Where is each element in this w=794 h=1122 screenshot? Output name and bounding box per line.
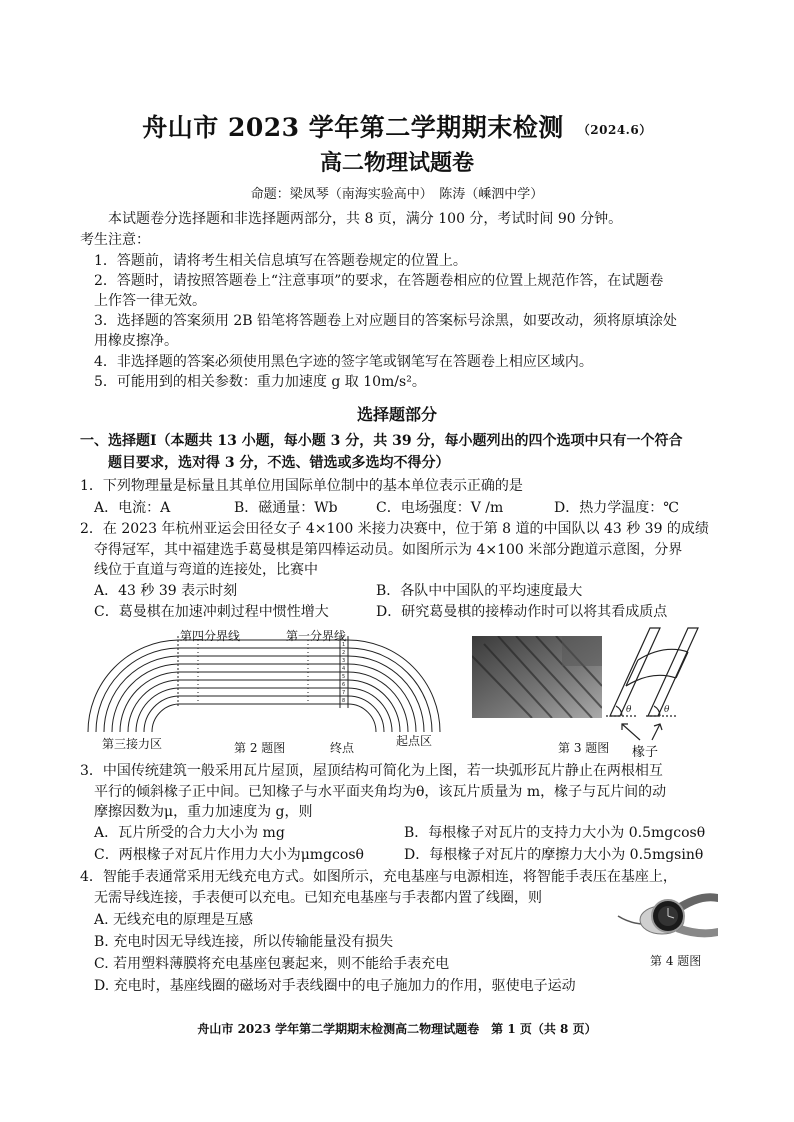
exam-authors: 命题：梁凤琴（南海实验高中） 陈涛（嵊泗中学） xyxy=(250,187,544,202)
question-2-stem-cont: 线位于直道与弯道的连接处，比赛中 xyxy=(94,562,318,578)
question-1-options xyxy=(94,497,734,519)
option-b: B. 充电时因无导线连接，所以传输能量没有损失 xyxy=(94,934,394,950)
lane-number: 7 xyxy=(342,690,346,696)
exam-title-text: 舟山市 2023 学年第二学期期末检测 xyxy=(142,113,564,142)
question-3-stem: 3．中国传统建筑一般采用瓦片屋顶，屋顶结构可简化为上图，若一块弧形瓦片静止在两根相互 xyxy=(80,763,663,779)
part1-instructions: 一、选择题Ⅰ（本题共 13 小题，每小题 3 分，共 39 分，每小题列出的四个选项中只有一个符合 xyxy=(80,433,683,449)
notice-item: 4．非选择题的答案必须使用黑色字迹的签字笔或钢笔写在答题卷上相应区域内。 xyxy=(94,354,593,370)
option-b: B．各队中中国队的平均速度最大 xyxy=(376,583,583,599)
option-a: A．43 秒 39 表示时刻 xyxy=(94,583,238,599)
option-a: A．瓦片所受的合力大小为 mg xyxy=(94,825,285,841)
option-a: A．电流：A xyxy=(94,500,171,516)
question-3-stem-cont: 平行的倾斜椽子正中间。已知椽子与水平面夹角均为θ，该瓦片质量为 m，椽子与瓦片间的动 xyxy=(94,784,667,800)
figure-3-caption: 第 3 题图 xyxy=(558,741,610,755)
lane-number: 4 xyxy=(342,666,346,672)
notice-item: 2．答题时，请按照答题卷上“注意事项”的要求，在答题卷相应的位置上规范作答，在试题卷 xyxy=(94,273,664,289)
question-3-stem-cont: 摩擦因数为μ，重力加速度为 g，则 xyxy=(94,804,313,820)
option-b: B．每根椽子对瓦片的支持力大小为 0.5mgcosθ xyxy=(404,825,706,841)
part1-instructions-cont: 题目要求，选对得 3 分，不选、错选或多选均不得分） xyxy=(108,455,450,471)
fig2-label-first-line: 第一分界线 xyxy=(286,629,347,643)
fig3-label-rafter: 椽子 xyxy=(632,745,659,760)
notice-item: 3．选择题的答案须用 2B 铅笔将答题卷上对应题目的答案标号涂黑，如要改动，须将原填涂处 xyxy=(94,313,678,329)
option-c: C. 若用塑料薄膜将充电基座包裹起来，则不能给手表充电 xyxy=(94,956,450,972)
figure-3-roof-photo xyxy=(472,636,602,718)
question-3-options xyxy=(94,822,734,866)
exam-subtitle: 高二物理试题卷 xyxy=(319,150,474,176)
option-d: D. 充电时，基座线圈的磁场对手表线圈中的电子施加力的作用，驱使电子运动 xyxy=(94,978,576,994)
question-4-stem-cont: 无需导线连接，手表便可以充电。已知充电基座与手表都内置了线圈，则 xyxy=(94,890,542,906)
figure-2-caption: 第 2 题图 xyxy=(234,741,286,755)
lane-number: 3 xyxy=(342,658,346,664)
theta-label: θ xyxy=(664,705,670,715)
notice-item: 上作答一律无效。 xyxy=(94,293,206,309)
theta-label: θ xyxy=(626,705,632,715)
question-1-stem: 1．下列物理量是标量且其单位用国际单位制中的基本单位表示正确的是 xyxy=(80,478,523,494)
fig2-label-finish: 终点 xyxy=(330,741,355,755)
lane-number: 1 xyxy=(342,642,346,648)
lane-number: 8 xyxy=(342,698,346,704)
option-a: A. 无线充电的原理是互感 xyxy=(94,912,254,928)
lane-number: 2 xyxy=(342,650,346,656)
question-2-options xyxy=(94,580,734,624)
option-c: C．葛曼棋在加速冲刺过程中惯性增大 xyxy=(94,604,329,620)
exam-date: （2024.6） xyxy=(577,123,652,137)
figure-4-smartwatch-photo xyxy=(614,886,720,948)
intro-text: 本试题卷分选择题和非选择题两部分，共 8 页，满分 100 分，考试时间 90 分钟。 xyxy=(108,211,623,227)
figure-4-caption: 第 4 题图 xyxy=(650,954,702,968)
lane-number: 5 xyxy=(342,674,346,680)
question-4-stem: 4．智能手表通常采用无线充电方式。如图所示，充电基座与电源相连，将智能手表压在基座上， xyxy=(80,869,677,885)
lane-number: 6 xyxy=(342,682,346,688)
exam-title xyxy=(0,108,794,144)
option-d: D．热力学温度：℃ xyxy=(554,500,679,516)
question-2-stem: 2．在 2023 年杭州亚运会田径女子 4×100 米接力决赛中，位于第 8 道的中国队以 43 秒 39 的成绩 xyxy=(80,521,709,537)
fig2-label-fourth-line: 第四分界线 xyxy=(180,629,241,643)
fig2-label-start-zone: 起点区 xyxy=(396,734,433,748)
notice-item: 1．答题前，请将考生相关信息填写在答题卷规定的位置上。 xyxy=(94,253,467,269)
option-c: C．两根椽子对瓦片作用力大小为μmgcosθ xyxy=(94,847,364,863)
fig2-label-relay-zone: 第三接力区 xyxy=(102,737,163,751)
option-b: B．磁通量：Wb xyxy=(234,500,338,516)
figure-3-rafter-diagram xyxy=(606,624,716,748)
page-footer: 舟山市 2023 学年第二学期期末检测高二物理试题卷 第 1 页（共 8 页） xyxy=(197,1022,597,1036)
section-heading: 选择题部分 xyxy=(356,405,437,424)
notice-heading: 考生注意： xyxy=(80,232,150,248)
question-2-stem-cont: 夺得冠军，其中福建选手葛曼棋是第四棒运动员。如图所示为 4×100 米部分跑道示意图，分界 xyxy=(94,542,683,558)
option-c: C．电场强度：V /m xyxy=(376,500,504,516)
notice-item: 5．可能用到的相关参数：重力加速度 g 取 10m/s²。 xyxy=(94,374,426,390)
notice-item: 用橡皮擦净。 xyxy=(94,333,178,349)
option-d: D．每根椽子对瓦片的摩擦力大小为 0.5mgsinθ xyxy=(404,847,704,863)
option-d: D．研究葛曼棋的接棒动作时可以将其看成质点 xyxy=(376,604,668,620)
